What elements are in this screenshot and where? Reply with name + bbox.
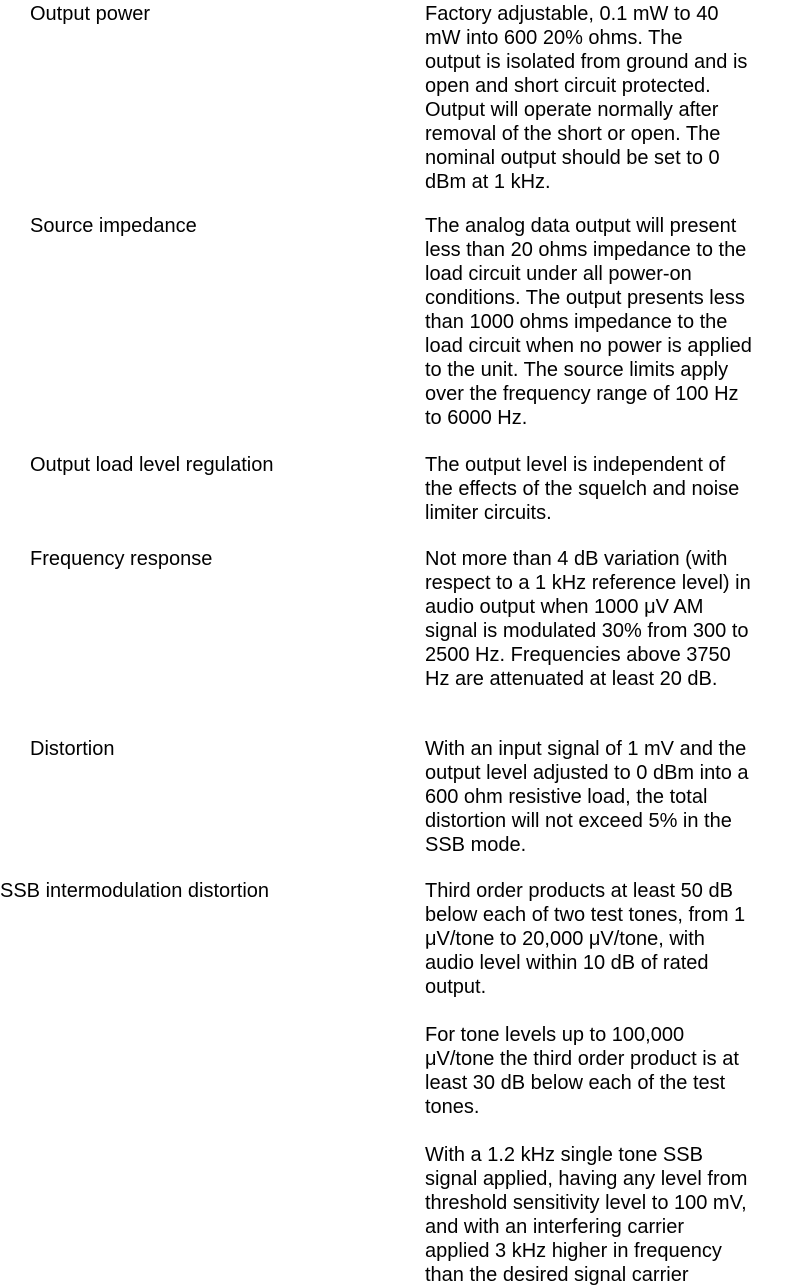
spec-desc-output-power (425, 2, 797, 194)
spec-label-output-load-level-regulation: Output load level regulation (30, 454, 274, 476)
spec-paragraph: Not more than 4 dB variation (with respect to a 1 kHz reference level) in audio output when 1000 μV AM signal is modulated 30% from 300 to 2500 Hz. Frequencies above 3750 Hz are attenuated at least 20 dB. (425, 548, 751, 690)
spec-desc-source-impedance (425, 214, 797, 430)
spec-paragraph: With a 1.2 kHz single tone SSB signal applied, having any level from threshold sensitivity level to 100 mV, and with an interfering carrier applied 3 kHz higher in frequency than the desired signal carrier (425, 1144, 748, 1286)
spec-label-output-power: Output power (30, 3, 151, 25)
spec-desc-output-load-level-regulation (425, 453, 797, 525)
spec-paragraph: Factory adjustable, 0.1 mW to 40 mW into 600 20% ohms. The output is isolated from ground and is open and short circuit protected. Output will operate normally after removal of the short or open. The nominal output should be set to 0 dBm at 1 kHz. (425, 3, 748, 193)
spec-desc-frequency-response (425, 547, 797, 691)
spec-paragraph: With an input signal of 1 mV and the output level adjusted to 0 dBm into a 600 ohm resistive load, the total distortion will not exceed 5% in the SSB mode. (425, 738, 749, 856)
spec-paragraph: The output level is independent of the effects of the squelch and noise limiter circuits. (425, 454, 740, 524)
spec-label-frequency-response: Frequency response (30, 548, 213, 570)
spec-label-source-impedance: Source impedance (30, 215, 197, 237)
spec-paragraph: Third order products at least 50 dB below each of two test tones, from 1 μV/tone to 20,000 μV/tone, with audio level within 10 dB of rated output. (425, 880, 746, 998)
spec-desc-ssb-intermodulation-distortion (425, 879, 797, 1287)
spec-label-ssb-intermodulation-distortion: SSB intermodulation distortion (0, 880, 270, 902)
spec-paragraph: The analog data output will present less than 20 ohms impedance to the load circuit under all power-on conditions. The output presents less than 1000 ohms impedance to the load circuit when no power is applied to the unit. The source limits apply over the frequency range of 100 Hz to 6000 Hz. (425, 215, 752, 429)
spec-label-distortion: Distortion (30, 738, 115, 760)
spec-paragraph: For tone levels up to 100,000 μV/tone the third order product is at least 30 dB below each of the test tones. (425, 1024, 739, 1118)
spec-desc-distortion (425, 737, 797, 857)
